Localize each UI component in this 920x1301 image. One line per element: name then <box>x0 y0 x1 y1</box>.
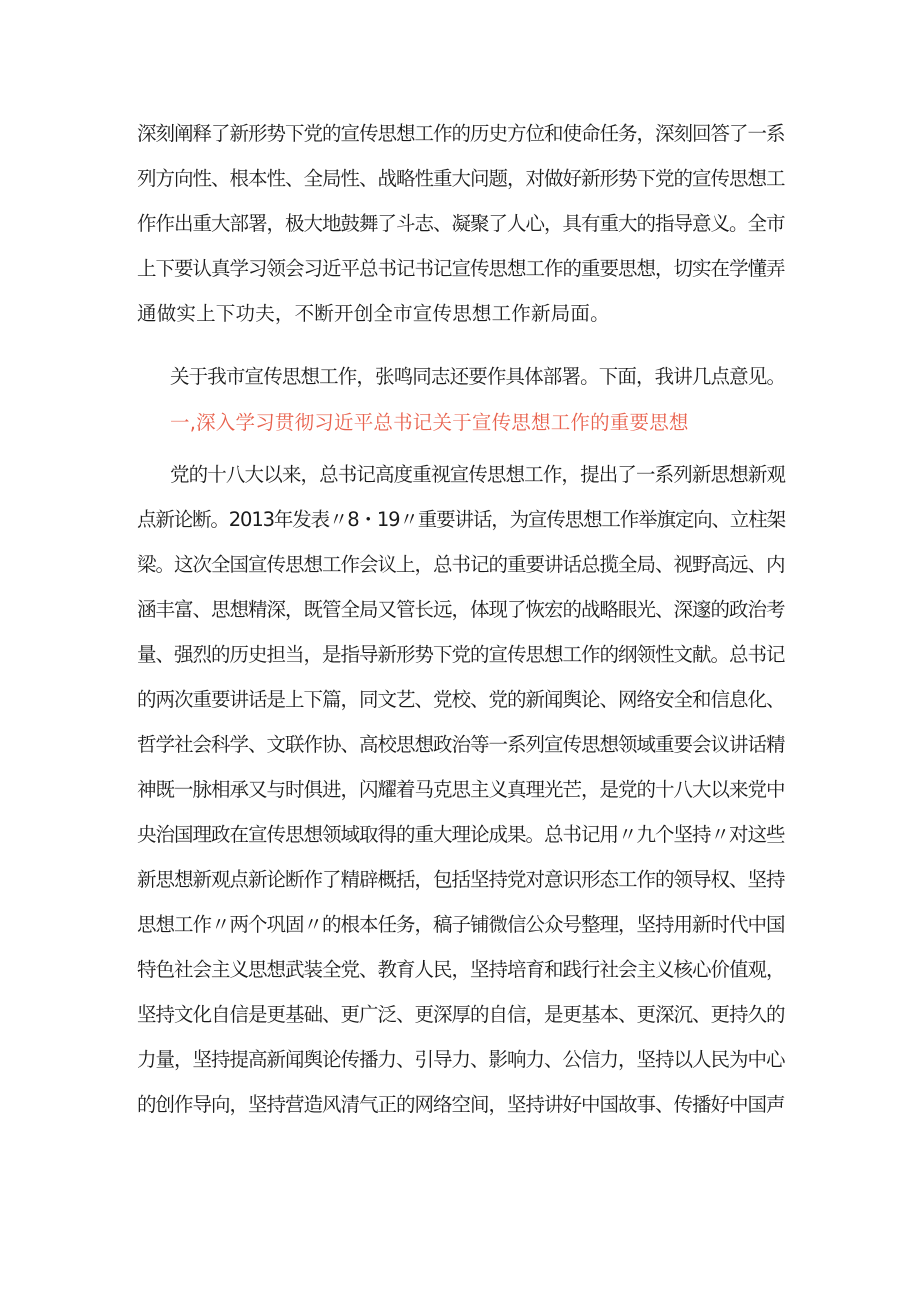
paragraph-line: 特色社会主义思想武装全党、教育人民，坚持培育和践行社会主义核心价值观， <box>137 958 785 981</box>
paragraph-line: 哲学社会科学、文联作协、高校思想政治等一系列宣传思想领域重要会议讲话精 <box>137 733 785 756</box>
paragraph-line: 央治国理政在宣传思想领域取得的重大理论成果。总书记用〃九个坚持〃对这些 <box>137 823 785 846</box>
paragraph-line: 力量，坚持提高新闻舆论传播力、引导力、影响力、公信力，坚持以人民为中心 <box>137 1048 785 1071</box>
paragraph-line: 作作出重大部署，极大地鼓舞了斗志、凝聚了人心，具有重大的指导意义。全市 <box>137 212 785 235</box>
paragraph-line: 上下要认真学习领会习近平总书记书记宣传思想工作的重要思想，切实在学懂弄 <box>137 257 785 280</box>
paragraph-line: 新思想新观点新论断作了精辟概括，包括坚持党对意识形态工作的领导权、坚持 <box>137 868 785 891</box>
paragraph-line: 量、强烈的历史担当，是指导新形势下党的宣传思想工作的纲领性文献。总书记 <box>137 643 785 666</box>
paragraph-line: 梁。这次全国宣传思想工作会议上，总书记的重要讲话总揽全局、视野高远、内 <box>137 553 785 576</box>
paragraph-line: 深刻阐释了新形势下党的宣传思想工作的历史方位和使命任务，深刻回答了一系 <box>137 122 785 145</box>
paragraph-line: 思想工作〃两个巩固〃的根本任务，稿子铺微信公众号整理，坚持用新时代中国 <box>137 913 785 936</box>
section-heading: 一,深入学习贯彻习近平总书记关于宣传思想工作的重要思想 <box>170 411 689 434</box>
paragraph-line: 涵丰富、思想精深，既管全局又管长远，体现了恢宏的战略眼光、深邃的政治考 <box>137 598 785 621</box>
paragraph-line: 关于我市宣传思想工作，张鸣同志还要作具体部署。下面，我讲几点意见。 <box>170 365 786 388</box>
paragraph-line: 坚持文化自信是更基础、更广泛、更深厚的自信，是更基本、更深沉、更持久的 <box>137 1003 785 1026</box>
paragraph-line: 的两次重要讲话是上下篇，同文艺、党校、党的新闻舆论、网络安全和信息化、 <box>137 688 785 711</box>
paragraph-line: 列方向性、根本性、全局性、战略性重大问题，对做好新形势下党的宣传思想工 <box>137 167 785 190</box>
paragraph-line: 点新论断。2013年发表〃8・19〃重要讲话，为宣传思想工作举旗定向、立柱架 <box>137 508 785 531</box>
paragraph-line: 通做实上下功夫，不断开创全市宣传思想工作新局面。 <box>137 302 610 325</box>
paragraph-line: 神既一脉相承又与时俱进，闪耀着马克思主义真理光芒，是党的十八大以来党中 <box>137 778 785 801</box>
paragraph-line: 的创作导向，坚持营造风清气正的网络空间，坚持讲好中国故事、传播好中国声 <box>137 1093 785 1116</box>
paragraph-line: 党的十八大以来，总书记高度重视宣传思想工作，提出了一系列新思想新观 <box>170 463 786 486</box>
